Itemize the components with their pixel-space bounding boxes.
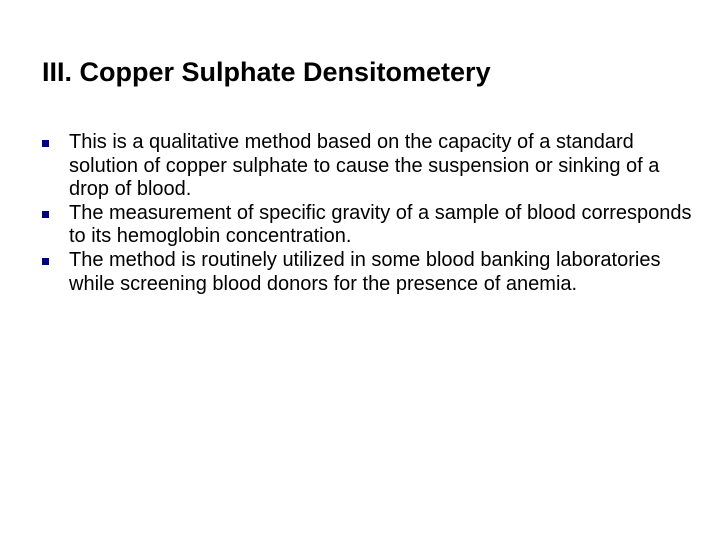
- square-bullet-icon: [42, 258, 49, 265]
- bullet-text: The measurement of specific gravity of a sample of blood corresponds to its hemoglobin concentration.: [69, 201, 692, 248]
- bullet-item: [42, 202, 692, 249]
- slide-title: III. Copper Sulphate Densitometery: [42, 57, 491, 87]
- square-bullet-icon: [42, 140, 49, 147]
- bullet-item: [42, 249, 692, 296]
- bullet-text: The method is routinely utilized in some blood banking laboratories while screening blood donors for the presence of anemia.: [69, 248, 661, 295]
- square-bullet-icon: [42, 211, 49, 218]
- bullet-item: [42, 131, 692, 202]
- bullet-text: This is a qualitative method based on the capacity of a standard solution of copper sulphate to cause the suspension or sinking of a drop of blood.: [69, 131, 660, 201]
- bullet-list: [42, 131, 692, 296]
